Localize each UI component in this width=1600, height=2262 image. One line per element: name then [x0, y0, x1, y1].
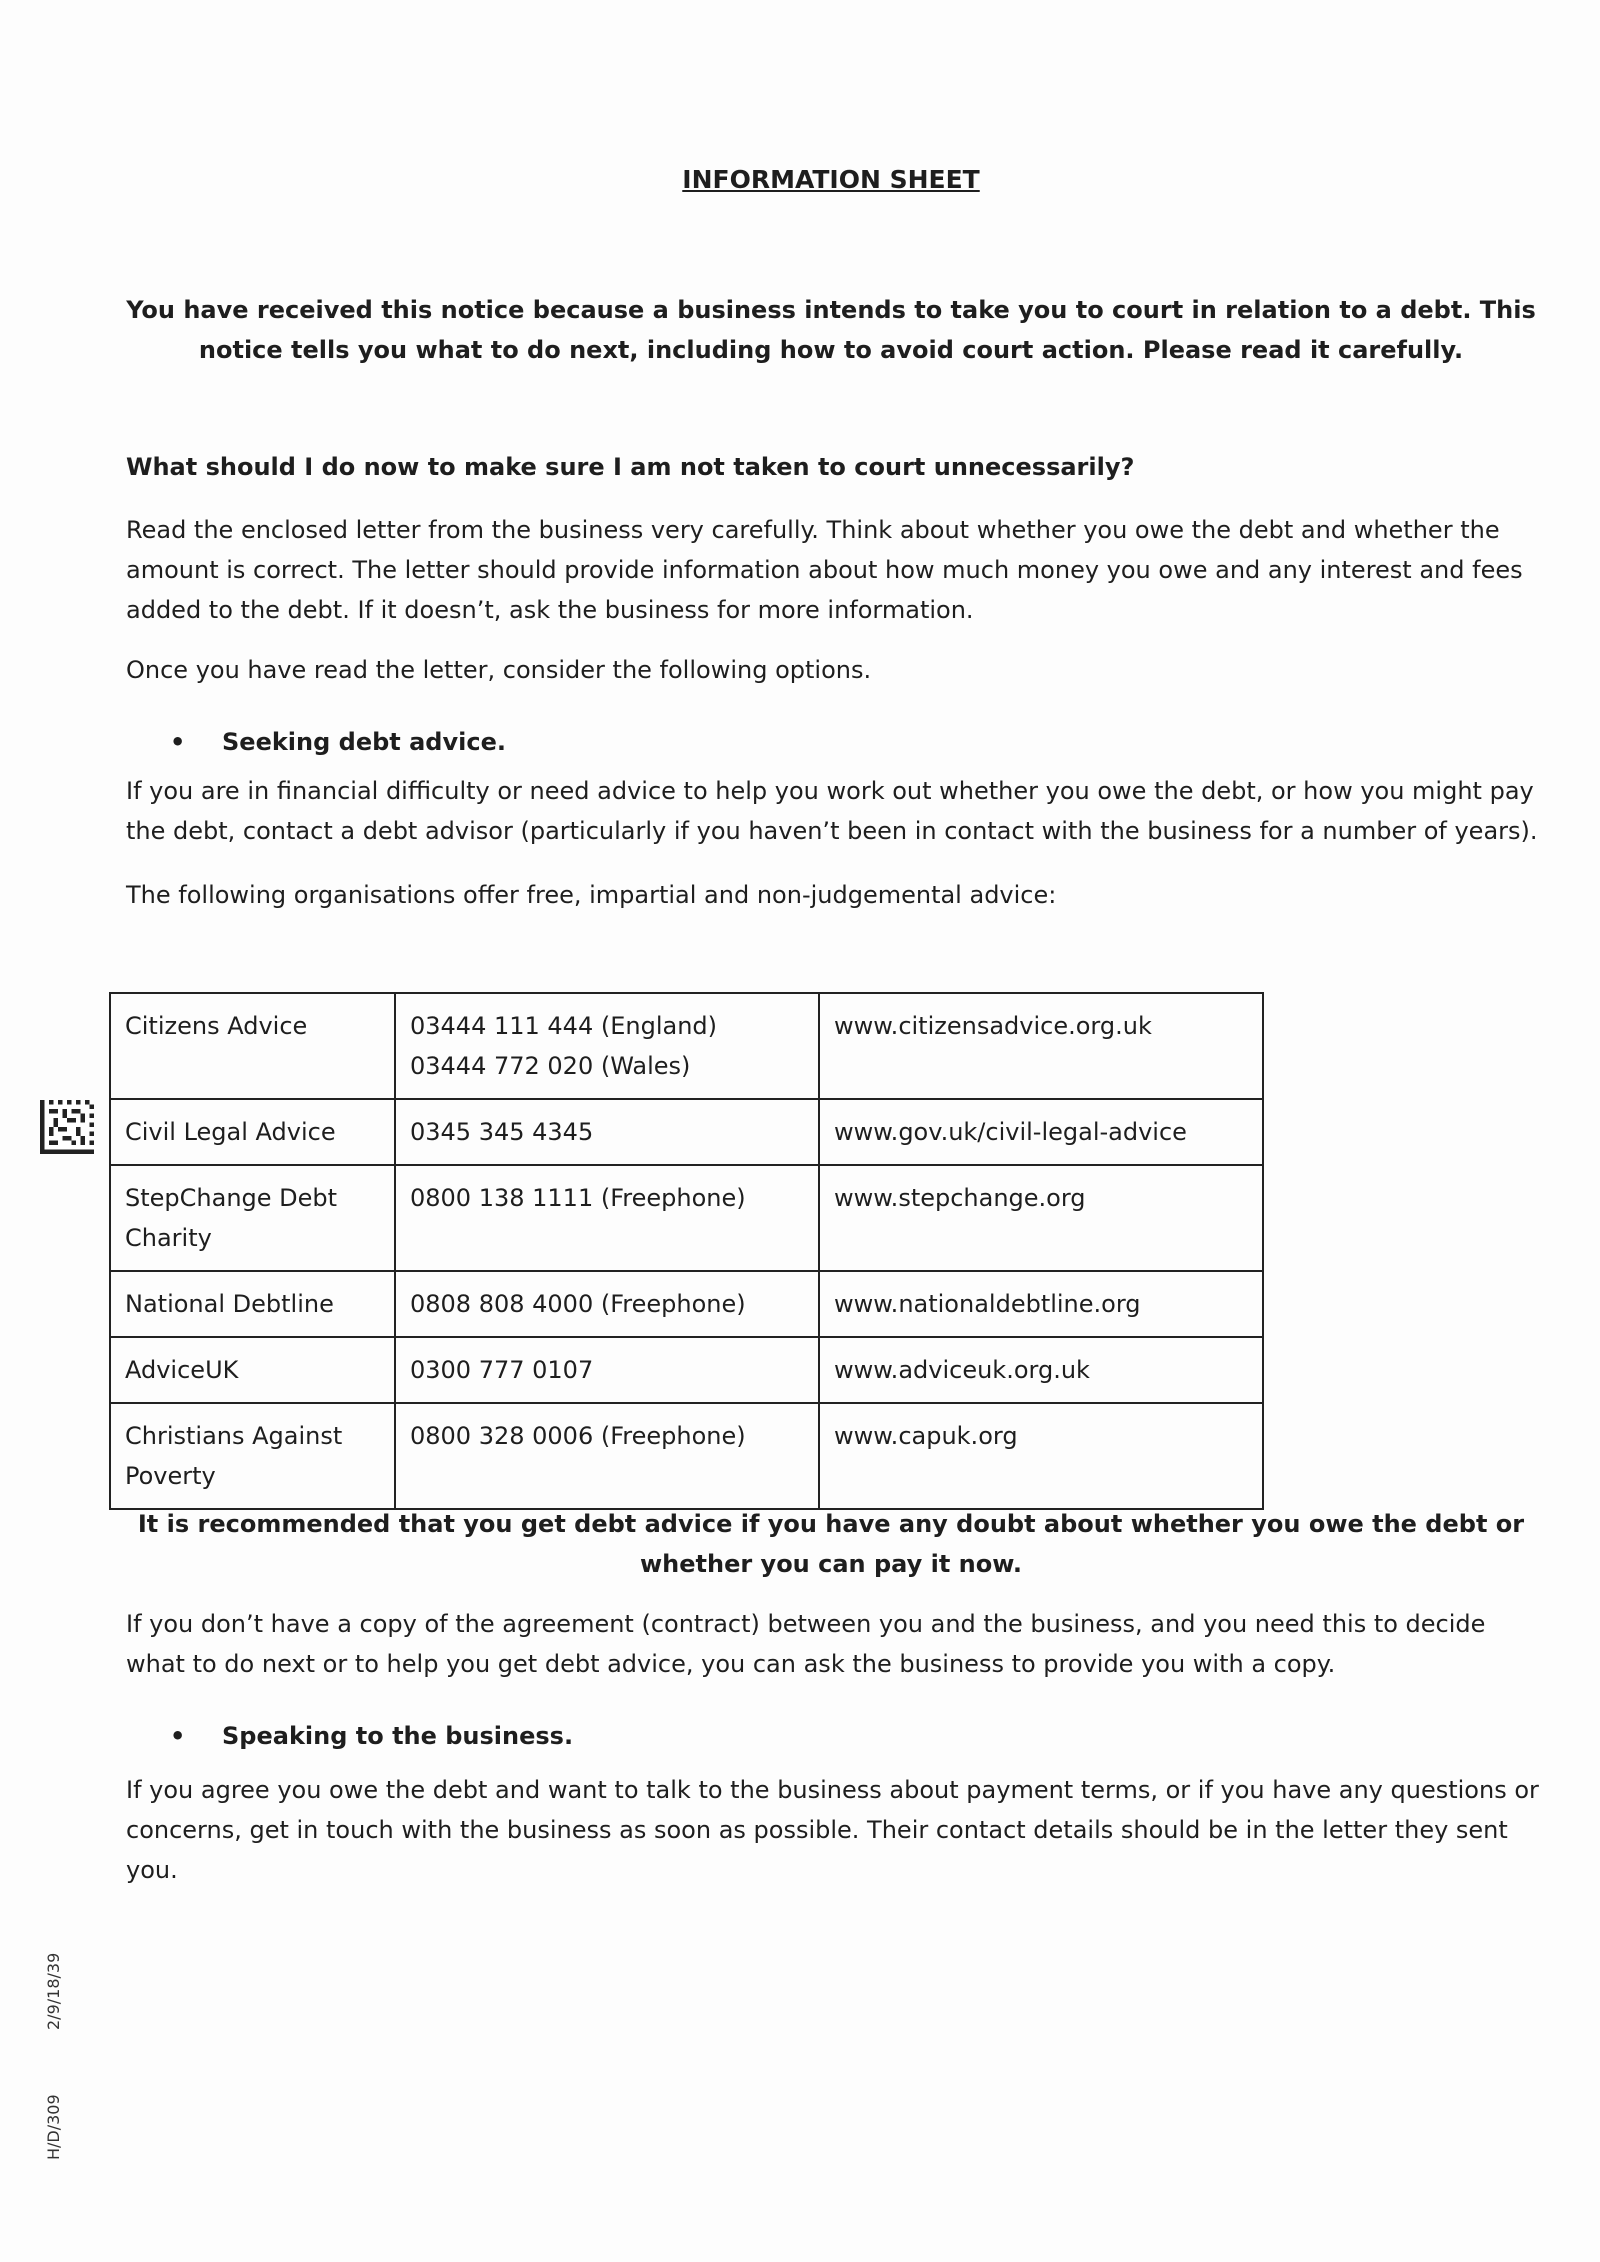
- phone-cell: [395, 1403, 819, 1509]
- section-heading: What should I do now to make sure I am not taken to court unnecessarily?: [126, 453, 1135, 481]
- website-link[interactable]: www.nationaldebtline.org: [819, 1271, 1263, 1337]
- website-link[interactable]: www.capuk.org: [819, 1403, 1263, 1509]
- organisation-name: National Debtline: [110, 1271, 395, 1337]
- bullet-label: Speaking to the business.: [222, 1722, 574, 1750]
- phone-number: 03444 111 444 (England): [410, 1012, 718, 1040]
- organisation-name: AdviceUK: [110, 1337, 395, 1403]
- website-link[interactable]: www.citizensadvice.org.uk: [819, 993, 1263, 1099]
- intro-notice: You have received this notice because a business intends to take you to court in relation to a debt. This notice tells you what to do next, including how to avoid court action. Please read it carefully.: [126, 296, 1536, 364]
- table-row: [110, 1337, 1263, 1403]
- phone-number: 03444 772 020 (Wales): [410, 1052, 691, 1080]
- organisation-name: StepChange Debt Charity: [110, 1165, 395, 1271]
- phone-cell: [395, 1099, 819, 1165]
- bullet-speaking-to-business: [170, 1722, 573, 1750]
- section-paragraph-read-letter: Read the enclosed letter from the business very carefully. Think about whether you owe the debt and whether the amount is correct. The letter should provide information about how much money you owe and any interest and fees added to the debt. If it doesn’t, ask the business for more information.: [126, 516, 1523, 624]
- margin-ref-date: 2/9/18/39: [44, 1952, 63, 2030]
- phone-cell: [395, 1337, 819, 1403]
- table-row: [110, 1271, 1263, 1337]
- contacts-table: [109, 992, 1264, 1510]
- phone-number: 0345 345 4345: [410, 1118, 594, 1146]
- table-row: [110, 1099, 1263, 1165]
- page-title: INFORMATION SHEET: [682, 165, 980, 194]
- organisations-intro: The following organisations offer free, impartial and non-judgemental advice:: [126, 881, 1057, 909]
- website-link[interactable]: www.adviceuk.org.uk: [819, 1337, 1263, 1403]
- phone-cell: [395, 1271, 819, 1337]
- phone-cell: [395, 1165, 819, 1271]
- recommendation-text: It is recommended that you get debt advice if you have any doubt about whether you owe the debt or whether you can pay it now.: [137, 1510, 1525, 1578]
- phone-number: 0808 808 4000 (Freephone): [410, 1290, 746, 1318]
- section-paragraph-options: Once you have read the letter, consider the following options.: [126, 656, 872, 684]
- phone-number: 0800 328 0006 (Freephone): [410, 1422, 746, 1450]
- bullet-seeking-debt-advice: [170, 728, 506, 756]
- website-link[interactable]: www.stepchange.org: [819, 1165, 1263, 1271]
- phone-cell: [395, 993, 819, 1099]
- table-row: [110, 1165, 1263, 1271]
- phone-number: 0800 138 1111 (Freephone): [410, 1184, 746, 1212]
- speaking-paragraph: If you agree you owe the debt and want to talk to the business about payment terms, or if you have any questions or concerns, get in touch with the business as soon as possible. Their contact details should be in the letter they sent you.: [126, 1776, 1539, 1884]
- bullet-dot-icon: •: [170, 728, 186, 756]
- table-row: [110, 993, 1263, 1099]
- organisation-name: Christians Against Poverty: [110, 1403, 395, 1509]
- bullet-dot-icon: •: [170, 1722, 186, 1750]
- datamatrix-code-icon: [40, 1100, 94, 1154]
- margin-ref-code: H/D/309: [44, 2094, 63, 2160]
- debt-advice-paragraph: If you are in financial difficulty or need advice to help you work out whether you owe the debt, or how you might pay the debt, contact a debt advisor (particularly if you haven’t been in contact with the business for a number of years).: [126, 777, 1538, 845]
- table-row: [110, 1403, 1263, 1509]
- organisation-name: Civil Legal Advice: [110, 1099, 395, 1165]
- website-link[interactable]: www.gov.uk/civil-legal-advice: [819, 1099, 1263, 1165]
- organisation-name: Citizens Advice: [110, 993, 395, 1099]
- phone-number: 0300 777 0107: [410, 1356, 594, 1384]
- agreement-paragraph: If you don’t have a copy of the agreement (contract) between you and the business, and you need this to decide what to do next or to help you get debt advice, you can ask the business to provide you with a copy.: [126, 1610, 1486, 1678]
- bullet-label: Seeking debt advice.: [222, 728, 506, 756]
